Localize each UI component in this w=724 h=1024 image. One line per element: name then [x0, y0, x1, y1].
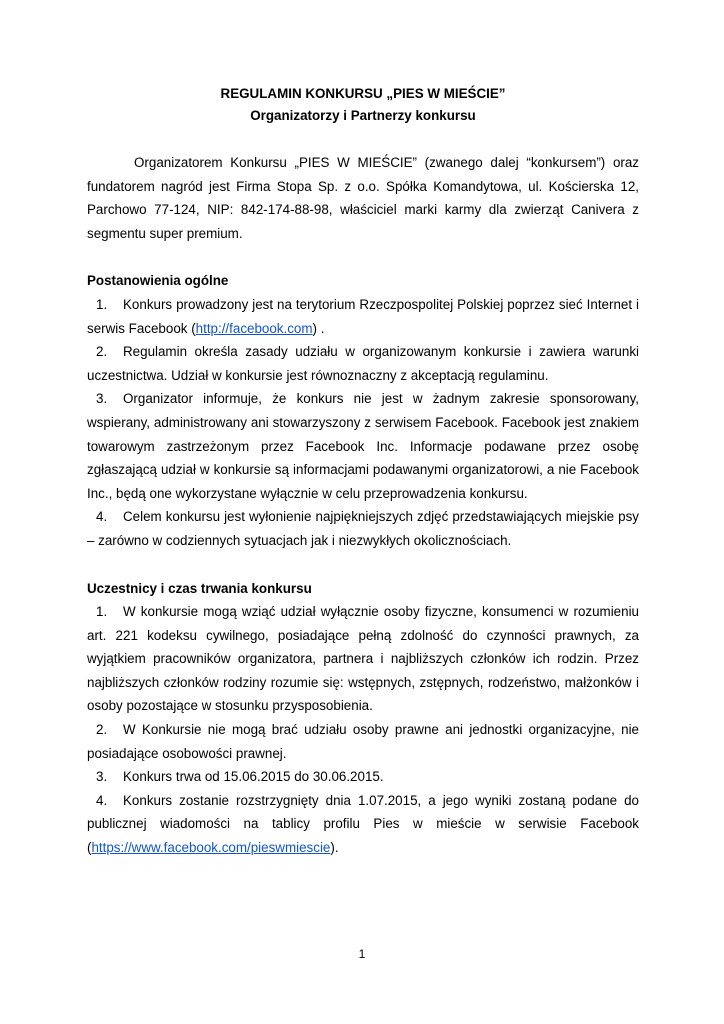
item-number: 4.: [96, 792, 108, 808]
item-number: 4.: [96, 509, 108, 525]
section-heading-general: Postanowienia ogólne: [87, 273, 229, 289]
page-number: 1: [358, 947, 366, 961]
list-item: [87, 789, 639, 860]
document-title: REGULAMIN KONKURSU „PIES W MIEŚCIE”: [220, 86, 506, 101]
item-text: Organizator informuje, że konkurs nie jest w żadnym zakresie sponsorowany, wspierany, administrowany ani stowarzyszony z serwisem Facebook. Facebook jest znakiem towarowym zastrzeżonym przez Facebook Inc. Informacje podawane przez osobę zgłaszającą udział w konkursie są informacjami podawanymi organizatorowi, a nie Facebook Inc., będą one wykorzystane wyłącznie w celu przeprowadzenia konkursu.: [87, 391, 639, 501]
item-text: Regulamin określa zasady udziału w organizowanym konkursie i zawiera warunki uczestnictwa. Udział w konkursie jest równoznaczny z akceptacją regulaminu.: [87, 344, 639, 383]
item-number: 1.: [96, 296, 108, 312]
list-item: [87, 505, 639, 552]
section-gap: [87, 553, 639, 577]
item-number: 2.: [96, 722, 108, 738]
item-text: W konkursie mogą wziąć udział wyłącznie osoby fizyczne, konsumenci w rozumieniu art. 221 kodeksu cywilnego, posiadające pełną zdolność do czynności prawnych, za wyjątkiem pracowników organizatora, partnera i najbliższych członków ich rodzin. Przez najbliższych członków rodziny rozumie się: wstępnych, zstępnych, rodzeństwo, małżonków i osoby pozostające w stosunku przysposobienia.: [87, 604, 639, 714]
item-text: Celem konkursu jest wyłonienie najpiękniejszych zdjęć przedstawiających miejskie psy – zarówno w codziennych sytuacjach jak i niezwykłych okolicznościach.: [87, 509, 639, 548]
fanpage-link[interactable]: https://www.facebook.com/pieswmiescie: [91, 840, 331, 856]
item-number: 3.: [96, 391, 108, 407]
item-text-tail: ) .: [312, 320, 325, 336]
item-text-tail: ).: [330, 840, 339, 856]
list-item: [87, 600, 639, 718]
item-text: W Konkursie nie mogą brać udziału osoby prawne ani jednostki organizacyjne, nie posiadające osobowości prawnej.: [87, 722, 639, 761]
item-text: Konkurs prowadzony jest na terytorium Rzeczpospolitej Polskiej poprzez sieć Internet i serwis Facebook (: [87, 296, 639, 336]
item-number: 3.: [96, 769, 108, 785]
facebook-link[interactable]: http://facebook.com: [195, 320, 313, 336]
general-provisions-list: [87, 293, 639, 553]
list-item: [87, 718, 639, 765]
participants-list: [87, 600, 639, 860]
list-item: [87, 765, 639, 789]
document-body: [87, 83, 639, 860]
list-item: [87, 387, 639, 505]
item-number: 1.: [96, 604, 108, 620]
item-text: Konkurs trwa od 15.06.2015 do 30.06.2015.: [123, 769, 384, 785]
item-number: 2.: [96, 344, 108, 360]
list-item: [87, 293, 639, 340]
list-item: [87, 340, 639, 387]
item-text: Konkurs zostanie rozstrzygnięty dnia 1.07.2015, a jego wyniki zostaną podane do publicznej wiadomości na tablicy profilu Pies w mieście w serwisie Facebook (: [87, 792, 639, 856]
document-subtitle: Organizatorzy i Partnerzy konkursu: [250, 108, 476, 123]
intro-paragraph: Organizatorem Konkursu „PIES W MIEŚCIE” (zwanego dalej “konkursem”) oraz fundatorem nagród jest Firma Stopa Sp. z o.o. Spółka Komandytowa, ul. Kościerska 12, Parchowo 77-124, NIP: 842-174-88-98, właściciel marki karmy dla zwierząt Canivera z segmentu super premium.: [87, 155, 639, 241]
section-heading-participants: Uczestnicy i czas trwania konkursu: [87, 580, 312, 596]
